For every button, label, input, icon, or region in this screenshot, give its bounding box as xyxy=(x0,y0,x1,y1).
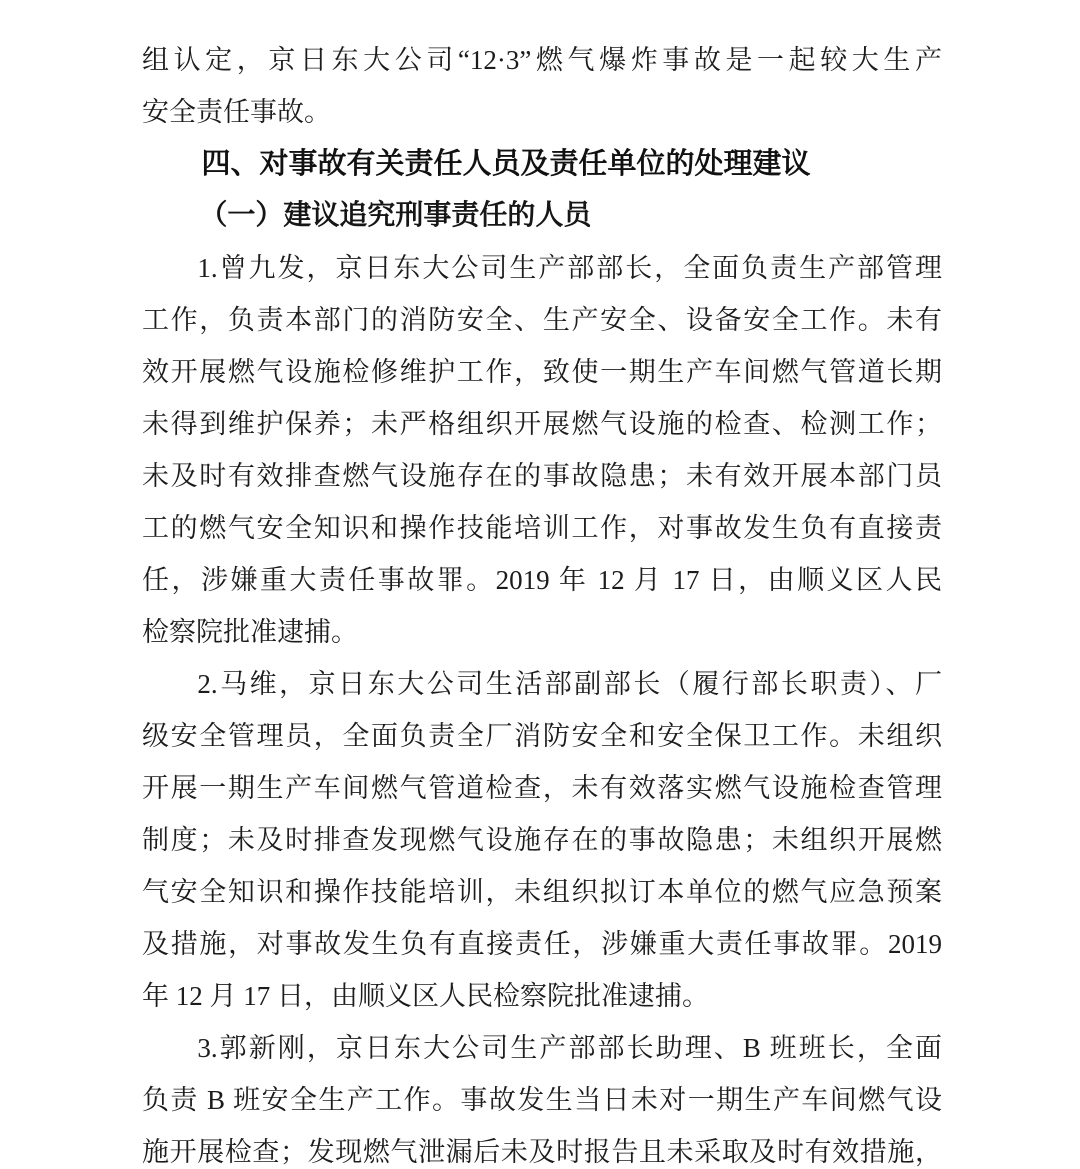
text-line: 组认定，京日东大公司“12·3”燃气爆炸事故是一起较大生产 xyxy=(142,45,942,75)
text-line: 安全责任事故。 xyxy=(142,97,331,127)
text-line: 工作，负责本部门的消防安全、生产安全、设备安全工作。未有 xyxy=(142,305,942,335)
text-line: 负责 B 班安全生产工作。事故发生当日未对一期生产车间燃气设 xyxy=(142,1085,942,1115)
text-line: 及措施，对事故发生负有直接责任，涉嫌重大责任事故罪。2019 xyxy=(142,929,942,959)
text-line: 工的燃气安全知识和操作技能培训工作，对事故发生负有直接责 xyxy=(142,513,942,543)
section-heading: 四、对事故有关责任人员及责任单位的处理建议 xyxy=(201,148,811,180)
text-line: 检察院批准逮捕。 xyxy=(142,617,358,647)
text-line: 开展一期生产车间燃气管道检查，未有效落实燃气设施检查管理 xyxy=(142,773,942,803)
text-line: 效开展燃气设施检修维护工作，致使一期生产车间燃气管道长期 xyxy=(142,357,942,387)
text-line: 制度；未及时排查发现燃气设施存在的事故隐患；未组织开展燃 xyxy=(142,825,942,855)
text-line: 年 12 月 17 日，由顺义区人民检察院批准逮捕。 xyxy=(142,981,709,1011)
document-body xyxy=(142,34,942,1169)
text-line: 任，涉嫌重大责任事故罪。2019 年 12 月 17 日，由顺义区人民 xyxy=(142,565,942,595)
text-line: 3.郭新刚，京日东大公司生产部部长助理、B 班班长，全面 xyxy=(197,1033,942,1063)
text-line: 气安全知识和操作技能培训，未组织拟订本单位的燃气应急预案 xyxy=(142,877,942,907)
text-line: 未得到维护保养；未严格组织开展燃气设施的检查、检测工作； xyxy=(142,409,942,439)
text-line: 2.马维，京日东大公司生活部副部长（履行部长职责）、厂 xyxy=(197,669,942,699)
text-line: 未及时有效排查燃气设施存在的事故隐患；未有效开展本部门员 xyxy=(142,461,942,491)
text-line: 施开展检查；发现燃气泄漏后未及时报告且未采取及时有效措施， xyxy=(142,1137,942,1167)
text-line: 级安全管理员，全面负责全厂消防安全和安全保卫工作。未组织 xyxy=(142,721,942,751)
subsection-heading: （一）建议追究刑事责任的人员 xyxy=(199,200,592,231)
text-line: 1.曾九发，京日东大公司生产部部长，全面负责生产部管理 xyxy=(197,253,942,283)
